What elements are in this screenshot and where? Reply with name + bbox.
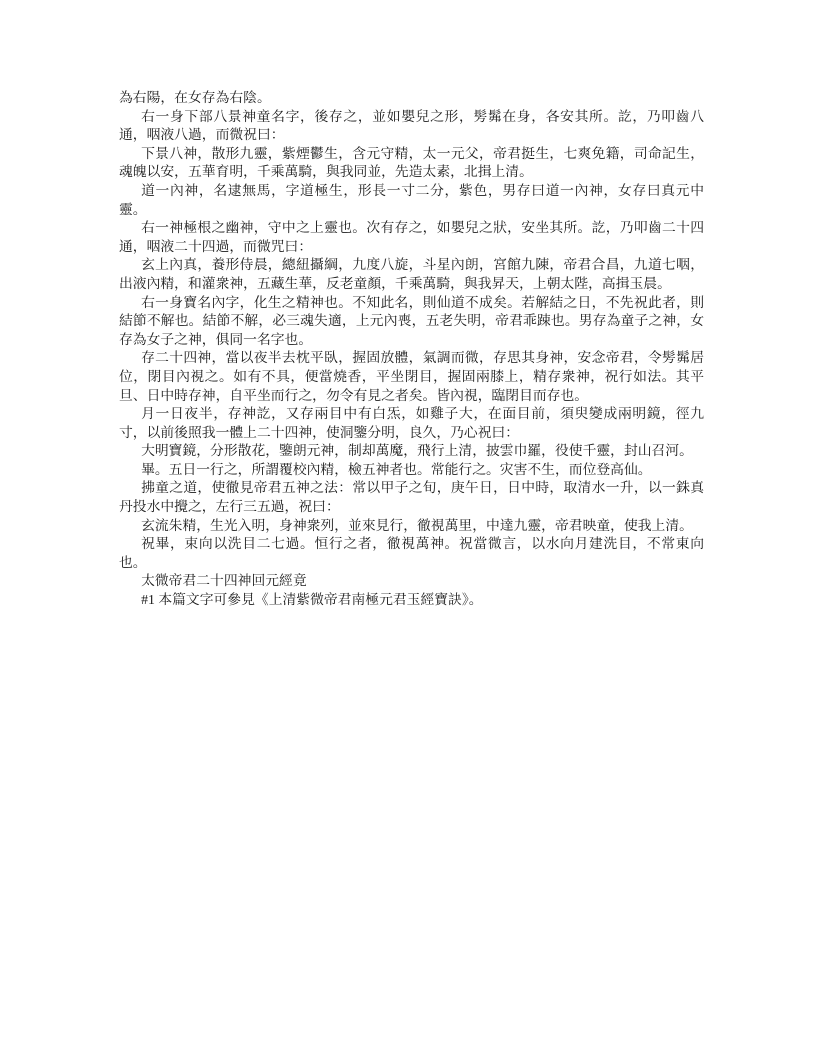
paragraph: 道一內神，名逮無馬，字道極生，形長一寸二分，紫色，男存曰道一內神，女存曰真元中靈。 <box>119 182 704 217</box>
paragraph: 祝畢，束向以洗目二七過。恒行之者，徹視萬神。祝當微言，以水向月建洗目，不常東向也。 <box>119 536 704 570</box>
paragraph: 玄上內真，養形侍晨，總紐攝綱，九度八旋，斗星內朗，宮館九陳，帝君合昌，九道七咽，出液內精，和灌衆神，五藏生華，反老童顏，千乘萬騎，與我昇天，上朝太陛，高揖玉晨。 <box>119 257 704 291</box>
paragraph: 右一神極根之幽神，守中之上靈也。次有存之，如嬰兒之狀，安坐其所。訖，乃叩齒二十四通，咽液二十四過，而微咒曰： <box>119 220 704 254</box>
paragraph: 右一身寶名內字，化生之精神也。不知此名，則仙道不成矣。若解結之日，不先祝此者，則結節不解也。結節不解，必三魂失適，上元內喪，五老失明，帝君乖踈也。男存為童子之神，女存為女子之神，俱同一名字也。 <box>119 294 704 347</box>
paragraph: 為右陽，在女存為右陰。 <box>119 90 271 105</box>
paragraph: 月一日夜半，存神訖，又存兩目中有白炁，如雞子大，在面目前，須臾變成兩明鏡，徑九寸，以前後照我一體上二十四神，使洞鑒分明，良久，乃心祝曰： <box>119 406 704 440</box>
paragraph: 太微帝君二十四神回元經竟 <box>141 573 307 589</box>
paragraph: #1 本篇文字可參見《上清紫微帝君南極元君玉經寶訣》。 <box>141 592 483 608</box>
paragraph: 下景八神，散形九靈，紫煙鬱生，含元守精，太一元父，帝君挺生，七爽免籍，司命記生，魂魄以安，五華育明，千乘萬騎，與我同並，先造太素，北揖上清。 <box>119 145 704 180</box>
paragraph: 大明寶鏡，分形散花，鑒朗元神，制却萬魔，飛行上清，披雲巾羅，役使千靈，封山召河。 <box>141 443 693 459</box>
paragraph: 拂童之道，使徹見帝君五神之法：常以甲子之旬，庚午日，日中時，取清水一升，以一銖真丹投水中攪之，左行三五過，祝曰： <box>119 480 704 515</box>
paragraph: 存二十四神，當以夜半去枕平臥，握固放體，氣調而微，存思其身神，安念帝君，令髣髴居位，閉目內視之。如有不具，便當燒香，平坐閉目，握固兩膝上，精存衆神，祝行如法。其平旦、日中時存神，自平坐而行之，勿令有見之者矣。皆內視，臨閉目而存也。 <box>119 350 704 403</box>
paragraph: 畢。五日一行之，所謂覆校內精，檢五神者也。常能行之。灾害不生，而位登高仙。 <box>141 461 652 477</box>
paragraph: 右一身下部八景神童名字，後存之，並如嬰兒之形，髣髴在身，各安其所。訖，乃叩齒八通，咽液八過，而微祝曰： <box>119 108 704 143</box>
paragraph: 玄流朱精，生光入明，身神衆列，並來見行，徹視萬里，中達九靈，帝君映童，使我上清。 <box>141 517 693 533</box>
document-body <box>119 89 704 610</box>
